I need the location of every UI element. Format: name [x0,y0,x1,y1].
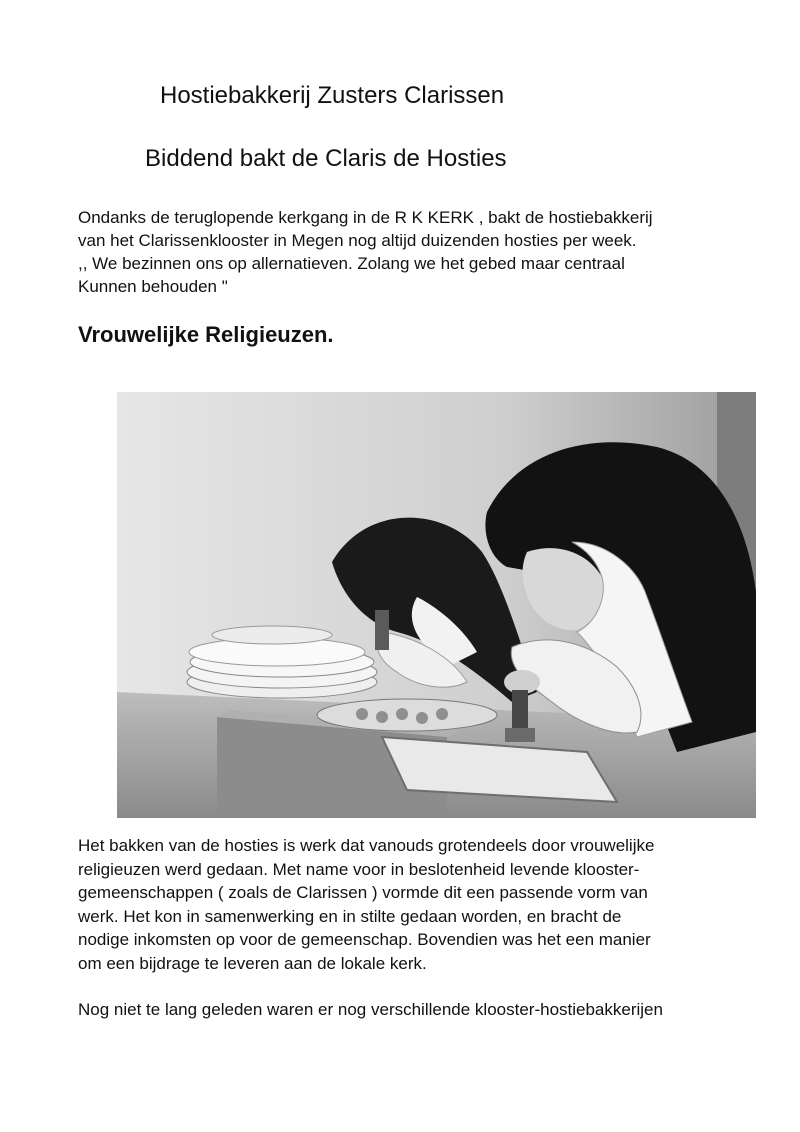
section-heading: Vrouwelijke Religieuzen. [78,322,334,347]
intro-line: Ondanks de teruglopende kerkgang in de R K KERK , bakt de hostiebakkerij [78,208,653,227]
intro-line: van het Clarissenklooster in Megen nog altijd duizenden hosties per week. [78,231,637,250]
body-line: werk. Het kon in samenwerking en in stilte gedaan worden, en bracht de [78,906,622,926]
intro-paragraph [78,206,758,298]
body-line: religieuzen werd gedaan. Met name voor in beslotenheid levende klooster- [78,859,640,879]
body-line: om een bijdrage te leveren aan de lokale kerk. [78,953,427,973]
document-subtitle: Biddend bakt de Claris de Hosties [145,145,507,172]
closing-line: Nog niet te lang geleden waren er nog verschillende klooster-hostiebakkerijen [78,1000,663,1019]
body-paragraph [78,834,768,975]
nuns-baking-photo [117,392,756,818]
document-title: Hostiebakkerij Zusters Clarissen [160,82,505,109]
intro-line: ,, We bezinnen ons op allernatieven. Zolang we het gebed maar centraal [78,254,625,273]
photo-illustration [117,392,756,818]
intro-line: Kunnen behouden " [78,277,228,296]
body-line: nodige inkomsten op voor de gemeenschap. Bovendien was het een manier [78,930,651,949]
body-line: gemeenschappen ( zoals de Clarissen ) vormde dit een passende vorm van [78,883,648,902]
body-line: Het bakken van de hosties is werk dat vanouds grotendeels door vrouwelijke [78,836,655,855]
